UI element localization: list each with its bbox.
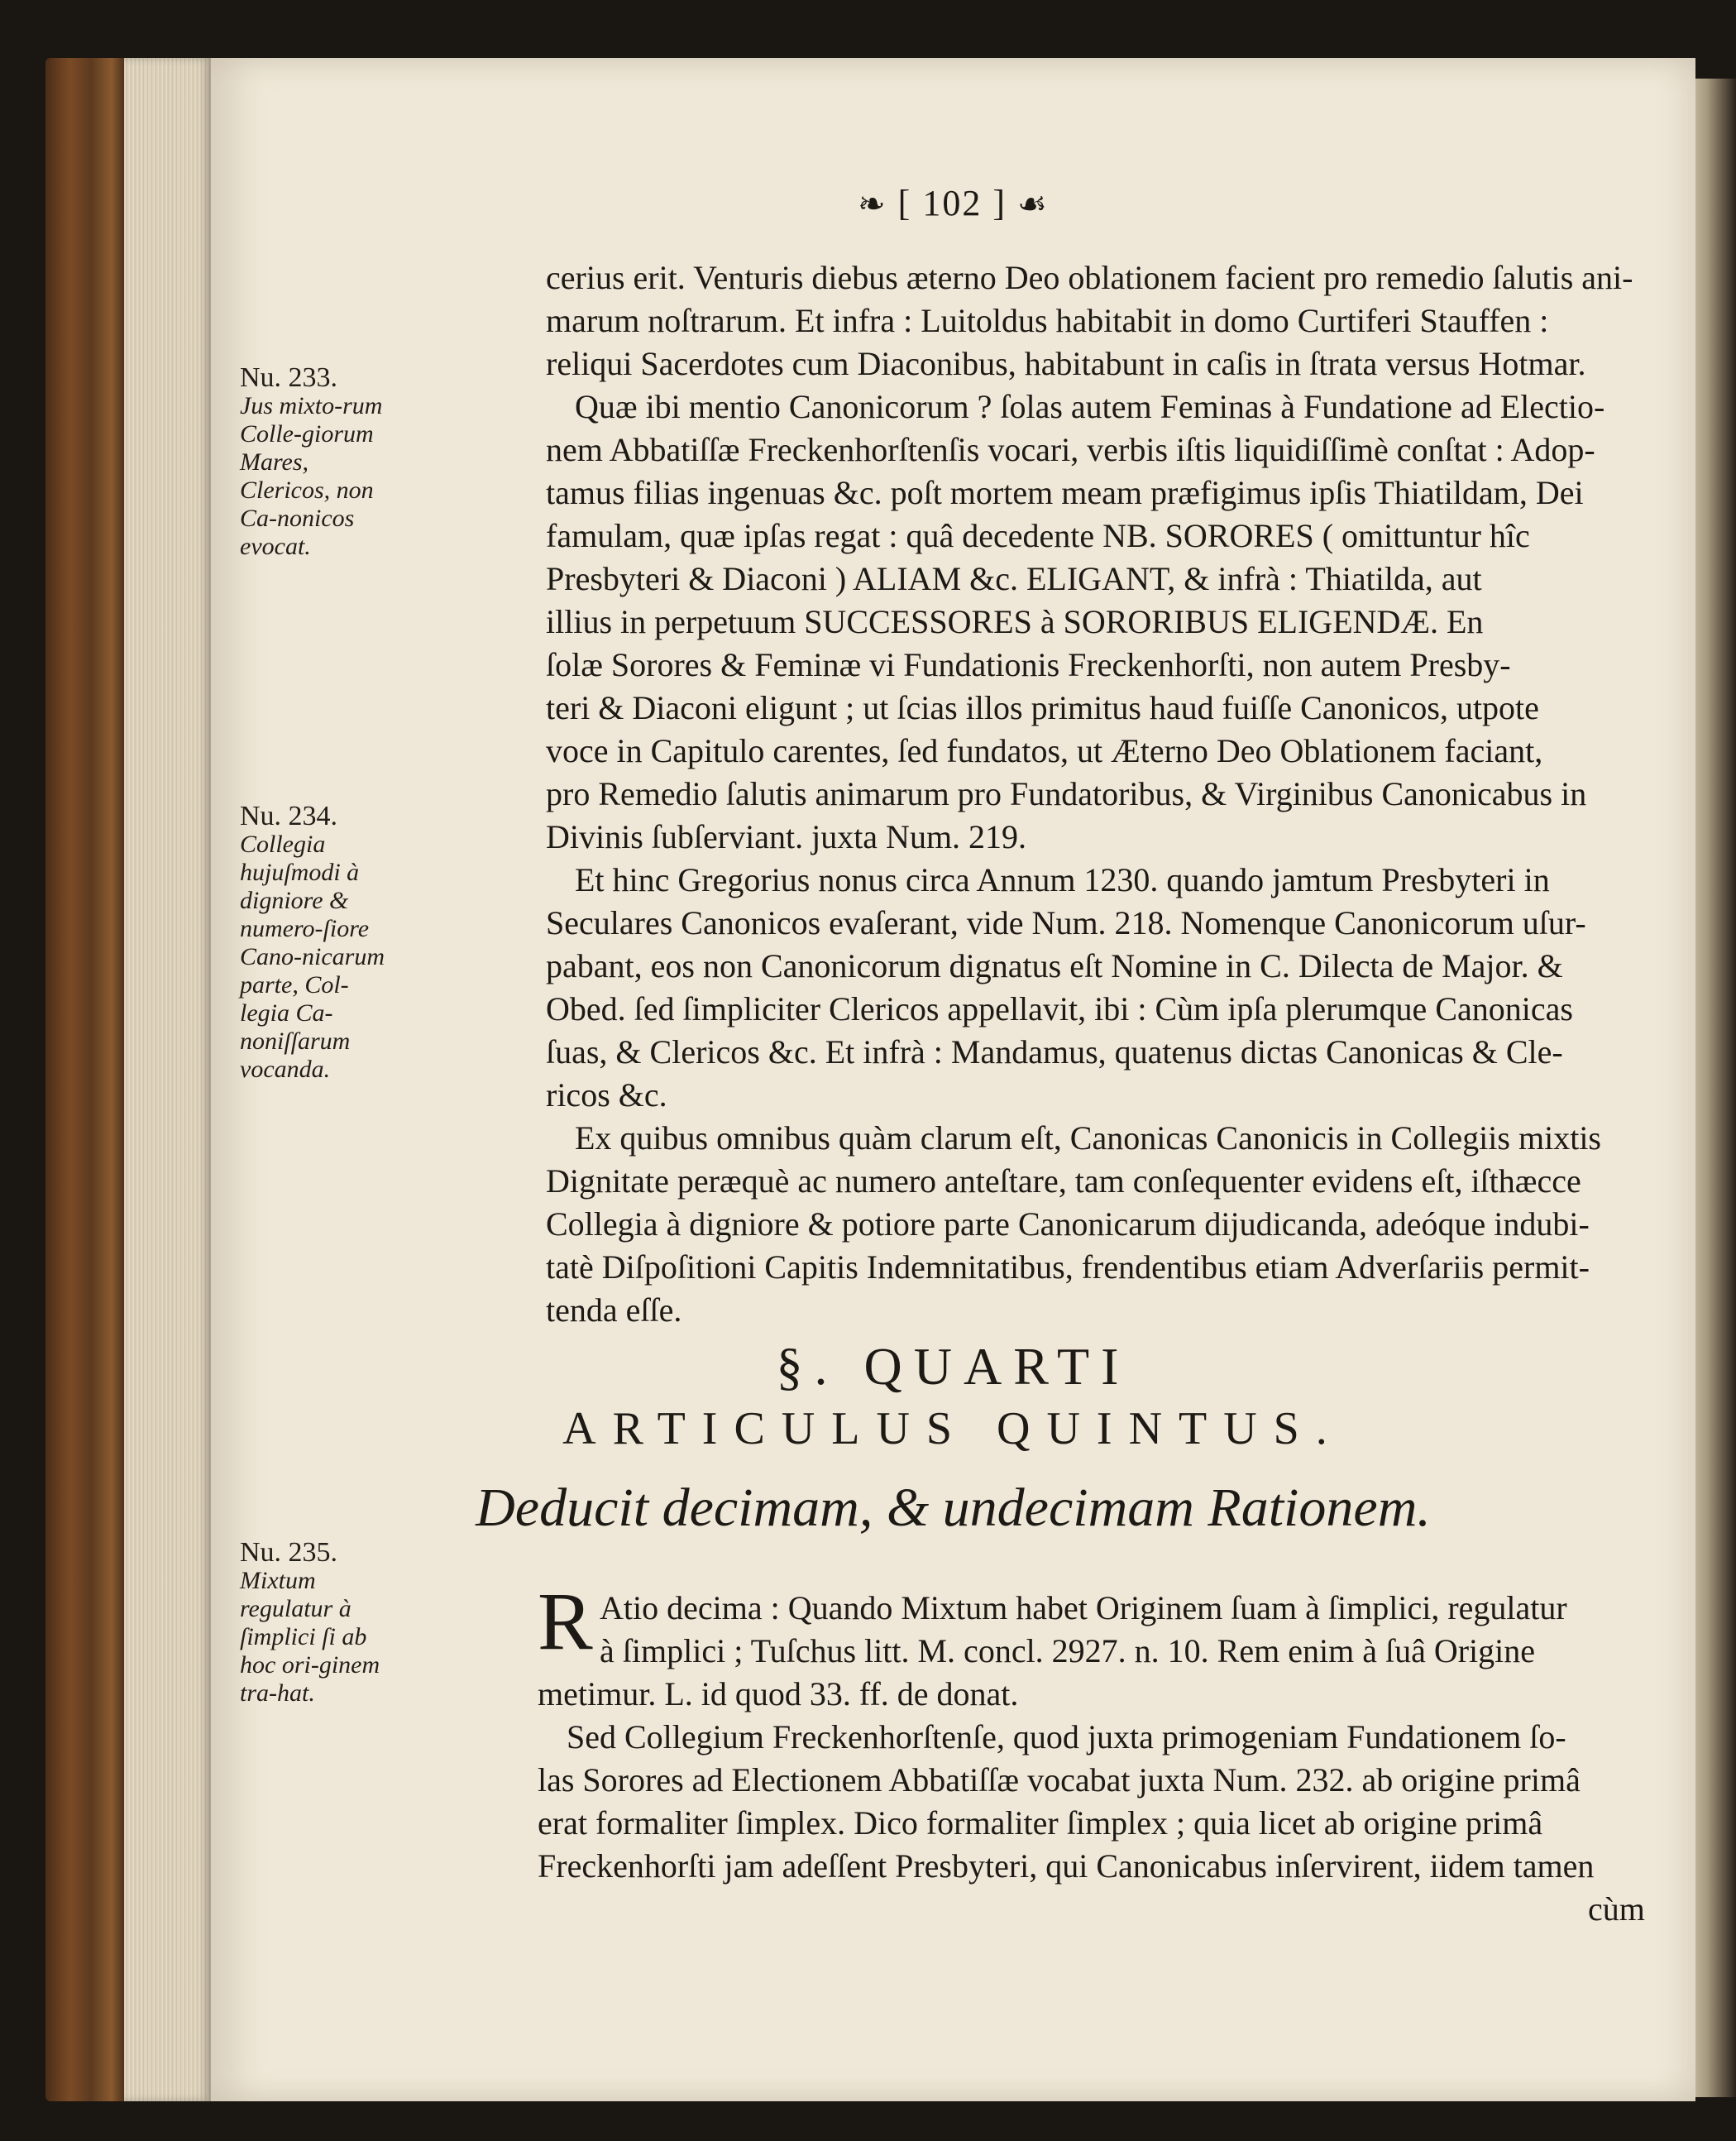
body-line: Ex quibus omnibus quàm clarum eſt, Canonicas Canonicis in Collegiis mixtis <box>575 1119 1601 1157</box>
margin-note-text: Jus mixto-rum Colle-giorum Mares, Clericos, non Ca-nonicos evocat. <box>240 392 383 560</box>
section-line: las Sorores ad Electionem Abbatiſſæ vocabat juxta Num. 232. ab origine primâ <box>538 1761 1581 1799</box>
body-line: Quæ ibi mentio Canonicorum ? ſolas autem Feminas à Fundatione ad Electio- <box>575 388 1605 425</box>
section-heading-quarti: §. QUARTI <box>776 1337 1131 1396</box>
body-line: reliqui Sacerdotes cum Diaconibus, habitabunt in caſis in ſtrata versus Hotmar. <box>546 345 1586 382</box>
drop-cap: R <box>538 1575 593 1667</box>
margin-note-number: Nu. 233. <box>240 362 338 393</box>
body-line: pabant, eos non Canonicorum dignatus eſt Nomine in C. Dilecta de Major. & <box>546 947 1563 984</box>
catchword: cùm <box>1588 1890 1645 1928</box>
section-line: Sed Collegium Freckenhorſtenſe, quod juxta primogeniam Fundationem ſo- <box>567 1718 1566 1755</box>
body-line: pro Remedio ſalutis animarum pro Fundatoribus, & Virginibus Canonicabus in <box>546 775 1587 812</box>
margin-note-234 <box>240 802 385 1084</box>
body-line: illius in perpetuum SUCCESSORES à SORORIBUS ELIGENDÆ. En <box>546 603 1484 640</box>
section-line: à ſimplici ; Tuſchus litt. M. concl. 2927. n. 10. Rem enim à ſuâ Origine <box>600 1632 1536 1669</box>
body-line: ſuas, & Clericos &c. Et infrà : Mandamus, quatenus dictas Canonicas & Cle- <box>546 1033 1563 1070</box>
body-line: ricos &c. <box>546 1076 667 1114</box>
body-line: famulam, quæ ipſas regat : quâ decedente NB. SORORES ( omittuntur hîc <box>546 517 1530 554</box>
book-binding <box>45 58 128 2101</box>
book-page <box>211 58 1695 2101</box>
section-line: Freckenhorſti jam adeſſent Presbyteri, qui Canonicabus inſervirent, iidem tamen <box>538 1847 1595 1885</box>
body-line: voce in Capitulo carentes, ſed fundatos, ut Æterno Deo Oblationem faciant, <box>546 732 1543 769</box>
body-line: Collegia à digniore & potiore parte Canonicarum dijudicanda, adeóque indubi- <box>546 1205 1590 1243</box>
body-line: Divinis ſubſerviant. juxta Num. 219. <box>546 818 1027 855</box>
section-line: metimur. L. id quod 33. ff. de donat. <box>538 1675 1019 1712</box>
section-line: erat formaliter ſimplex. Dico formaliter ſimplex ; quia licet ab origine primâ <box>538 1804 1543 1842</box>
body-line: tenda eſſe. <box>546 1291 682 1329</box>
body-line: Presbyteri & Diaconi ) ALIAM &c. ELIGANT, & infrà : Thiatilda, aut <box>546 560 1482 597</box>
body-line: tamus filias ingenuas &c. poſt mortem meam præfigimus ipſis Thiatildam, Dei <box>546 474 1584 511</box>
section-heading-articulus: ARTICULUS QUINTUS. <box>562 1403 1344 1454</box>
margin-note-number: Nu. 234. <box>240 801 338 831</box>
section-subtitle: Deducit decimam, & undecimam Rationem. <box>476 1478 1431 1538</box>
body-line: ſolæ Sorores & Feminæ vi Fundationis Freckenhorſti, non autem Presby- <box>546 646 1511 683</box>
margin-note-235 <box>240 1539 385 1708</box>
body-line: Seculares Canonicos evaſerant, vide Num. 218. Nomenque Canonicorum uſur- <box>546 904 1586 941</box>
margin-note-number: Nu. 235. <box>240 1537 338 1568</box>
margin-note-233 <box>240 364 385 561</box>
body-line: nem Abbatiſſæ Freckenhorſtenſis vocari, verbis iſtis liquidiſſimè conſtat : Adop- <box>546 431 1595 468</box>
ornament-right-icon: ☙ <box>1016 185 1049 223</box>
body-line: cerius erit. Venturis diebus æterno Deo oblationem facient pro remedio ſalutis ani- <box>546 259 1633 296</box>
section-line: Atio decima : Quando Mixtum habet Originem ſuam à ſimplici, regulatur <box>600 1589 1567 1626</box>
margin-note-text: Collegia hujuſmodi à digniore & numero-ſiore Cano-nicarum parte, Col-legia Ca-noniſſarum vocanda. <box>240 831 385 1083</box>
body-line: teri & Diaconi eligunt ; ut ſcias illos primitus haud fuiſſe Canonicos, utpote <box>546 689 1539 726</box>
margin-note-text: Mixtum regulatur à ſimplici ſi ab hoc ori-ginem tra-hat. <box>240 1567 380 1707</box>
body-line: marum noſtrarum. Et infra : Luitoldus habitabit in domo Curtiferi Stauffen : <box>546 302 1549 339</box>
body-line: Obed. ſed ſimpliciter Clericos appellavit, ibi : Cùm ipſa plerumque Canonicas <box>546 990 1573 1027</box>
page-edges <box>124 58 211 2101</box>
body-line: Dignitate peræquè ac numero anteſtare, tam conſequenter evidens eſt, iſthæcce <box>546 1162 1581 1200</box>
page-number: [ 102 ] <box>897 183 1007 223</box>
body-line: Et hinc Gregorius nonus circa Annum 1230. quando jamtum Presbyteri in <box>575 861 1550 898</box>
ornament-left-icon: ❧ <box>858 185 887 223</box>
body-line: tatè Diſpoſitioni Capitis Indemnitatibus, frendentibus etiam Adverſariis permit- <box>546 1248 1590 1286</box>
page-header <box>211 182 1695 224</box>
